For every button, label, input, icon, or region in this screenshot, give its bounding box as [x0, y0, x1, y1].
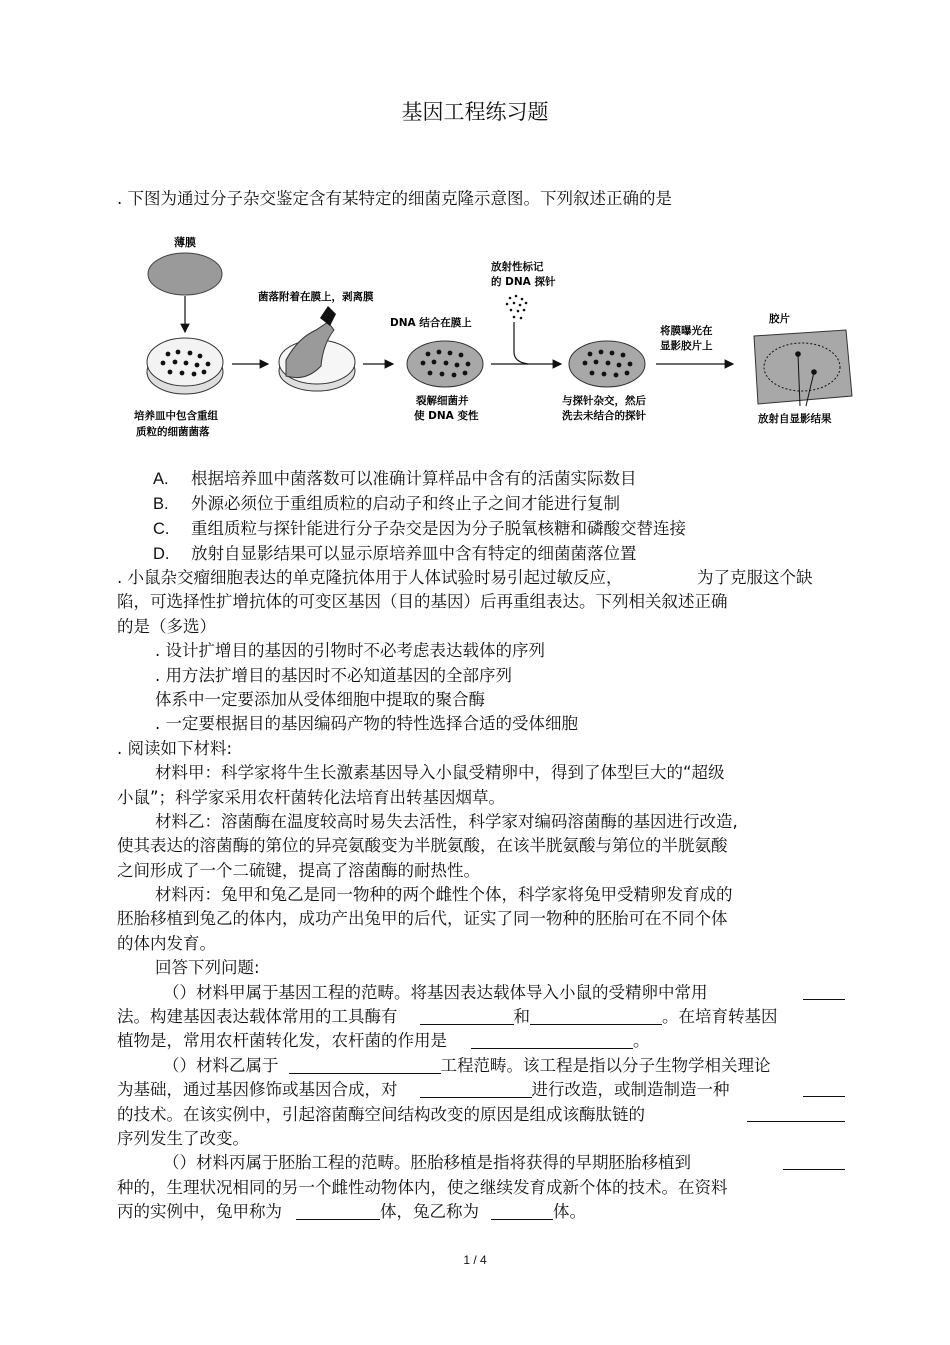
x-ray-film [754, 330, 852, 406]
petri-dish-colonies [147, 338, 223, 394]
q3-text: （）材料乙属于 [163, 1055, 279, 1075]
q3-text: 和 [513, 1007, 530, 1027]
option-text: 重组质粒与探针能进行分子杂交是因为分子脱氧核糖和磷酸交替连接 [191, 519, 686, 538]
hybridized-membrane [569, 341, 645, 387]
q2-option-d: . 一定要根据目的基因编码产物的特性选择合适的受体细胞 [155, 714, 578, 734]
fig-label-membrane: 薄膜 [174, 236, 196, 249]
answer-blank[interactable] [296, 1201, 380, 1220]
option-d [153, 541, 686, 566]
answer-blank[interactable] [803, 981, 845, 1000]
membrane-disc [148, 253, 222, 295]
q2-text: . 小鼠杂交瘤细胞表达的单克隆抗体用于人体试验时易引起过敏反应， [117, 568, 623, 587]
q3-answer-heading: 回答下列问题: [155, 958, 260, 978]
answer-blank[interactable] [420, 1079, 532, 1098]
q3-line: 材料丙：兔甲和兔乙是同一物种的两个雌性个体，科学家将兔甲受精卵发育成的 [155, 885, 733, 905]
option-text: 根据培养皿中菌落数可以准确计算样品中含有的活菌实际数目 [191, 469, 637, 488]
fig-label-attach: 菌落附着在膜上，剥离膜 [258, 291, 374, 303]
answer-blank[interactable] [747, 1103, 845, 1122]
q3-p1-line [117, 981, 837, 1005]
q3-text: 植物是，常用农杆菌转化发，农杆菌的作用是 [117, 1031, 447, 1051]
hybridization-figure [128, 226, 868, 448]
q2-option-c: 体系中一定要添加从受体细胞中提取的聚合酶 [155, 689, 485, 709]
q3-line: 的体内发育。 [117, 933, 216, 953]
answer-blank[interactable] [783, 1151, 845, 1170]
fig-label-result: 放射自显影结果 [758, 413, 832, 425]
q3-p3-line: 种的，生理状况相同的另一个雌性动物体内，使之继续发育成新个体的技术。在资料 [117, 1177, 728, 1197]
fig-label-dna-bind: DNA 结合在膜上 [390, 317, 472, 329]
q3-line: 材料乙：溶菌酶在温度较高时易失去活性，科学家对编码溶菌酶的基因进行改造, [155, 811, 738, 831]
q3-text: 。 [633, 1031, 650, 1051]
q3-line: 使其表达的溶菌酶的第位的异亮氨酸变为半胱氨酸，在该半胱氨酸与第位的半胱氨酸 [117, 836, 728, 856]
fig-label-lyse: 裂解细菌并 [416, 395, 469, 407]
q3-text: 丙的实例中，兔甲称为 [117, 1202, 282, 1222]
answer-blank[interactable] [289, 1055, 441, 1074]
fig-label-hybrid: 与探针杂交，然后 [562, 395, 646, 407]
q3-p2-line: 序列发生了改变。 [117, 1128, 249, 1148]
answer-blank[interactable] [471, 1030, 633, 1049]
q3-text: 进行改造，或制造制造一种 [531, 1080, 730, 1100]
q3-text: 为基础，通过基因修饰或基因合成，对 [117, 1080, 398, 1100]
option-b [153, 491, 686, 516]
q3-intro: . 阅读如下材料: [117, 738, 233, 758]
fig-label-dish-2: 质粒的细菌菌落 [136, 426, 210, 438]
q3-text: （）材料甲属于基因工程的范畴。将基因表达载体导入小鼠的受精卵中常用 [163, 982, 708, 1002]
q3-line: 材料甲：科学家将牛生长激素基因导入小鼠受精卵中，得到了体型巨大的“超级 [155, 763, 725, 783]
option-a [153, 466, 686, 491]
page-title: 基因工程练习题 [401, 100, 549, 124]
q3-text: 的技术。在该实例中，引起溶菌酶空间结构改变的原因是组成该酶肽链的 [117, 1104, 645, 1124]
q3-p3-line [117, 1151, 837, 1175]
answer-blank[interactable] [420, 1006, 514, 1025]
q3-line: 小鼠”；科学家采用农杆菌转化法培育出转基因烟草。 [117, 787, 506, 807]
option-c [153, 516, 686, 541]
q2-line: 陷，可选择性扩增抗体的可变区基因（目的基因）后再重组表达。下列相关叙述正确 [117, 592, 728, 612]
q2-option-b: . 用方法扩增目的基因时不必知道基因的全部序列 [155, 665, 512, 685]
dna-bound-membrane [407, 341, 483, 387]
fig-label-probe-2: 的 DNA 探针 [491, 276, 556, 288]
q3-line: 胚胎移植到兔乙的体内，成功产出兔甲的后代，证实了同一物种的胚胎可在不同个体 [117, 909, 728, 929]
fig-label-lyse-2: 使 DNA 变性 [414, 410, 479, 422]
q3-p1-line [117, 1029, 837, 1053]
q3-p2-line [117, 1078, 837, 1102]
option-label: B. [153, 495, 169, 513]
answer-blank[interactable] [803, 1078, 845, 1097]
q3-p2-line [117, 1054, 837, 1078]
q3-text: 。在培育转基因 [662, 1007, 778, 1027]
q3-line: 之间形成了一个二硫键，提高了溶菌酶的耐热性。 [117, 860, 480, 880]
page-number: 1 / 4 [463, 1253, 487, 1267]
answer-blank[interactable] [491, 1201, 553, 1220]
fig-label-dish: 培养皿中包含重组 [134, 410, 218, 422]
q2-line [117, 566, 837, 590]
q3-text: 工程范畴。该工程是指以分子生物学相关理论 [440, 1055, 771, 1075]
option-label: A. [153, 470, 169, 488]
option-text: 外源必须位于重组质粒的启动子和终止子之间才能进行复制 [191, 494, 620, 513]
question-1-options [153, 466, 686, 566]
q2-option-a: . 设计扩增目的基因的引物时不必考虑表达载体的序列 [155, 641, 545, 661]
q3-p2-line [117, 1103, 837, 1127]
option-text: 放射自显影结果可以显示原培养皿中含有特定的细菌菌落位置 [191, 544, 637, 563]
option-label: C. [153, 520, 170, 538]
fig-label-probe: 放射性标记 [491, 261, 544, 273]
fig-label-expose: 将膜曝光在 [660, 325, 713, 337]
q3-text: 法。构建基因表达载体常用的工具酶有 [117, 1007, 398, 1027]
dna-probe-dots [506, 295, 528, 320]
q3-p3-line [117, 1200, 837, 1224]
questions-body [117, 566, 837, 1225]
q3-text: 体。 [553, 1202, 586, 1222]
option-label: D. [153, 545, 170, 563]
q2-text: 为了克服这个缺 [697, 568, 813, 587]
q3-text: 体，兔乙称为 [380, 1202, 479, 1222]
q3-p1-line [117, 1005, 837, 1029]
q2-line: 的是（多选） [117, 616, 216, 636]
peeling-membrane-dish [279, 306, 355, 391]
fig-label-hybrid-2: 洗去未结合的探针 [562, 410, 646, 422]
fig-label-film: 胶片 [769, 313, 790, 325]
fig-label-expose-2: 显影胶片上 [660, 340, 713, 352]
answer-blank[interactable] [530, 1006, 662, 1025]
q3-text: （）材料丙属于胚胎工程的范畴。胚胎移植是指将获得的早期胚胎移植到 [163, 1153, 691, 1173]
question-1-stem: . 下图为通过分子杂交鉴定含有某特定的细菌克隆示意图。下列叙述正确的是 [117, 189, 672, 208]
